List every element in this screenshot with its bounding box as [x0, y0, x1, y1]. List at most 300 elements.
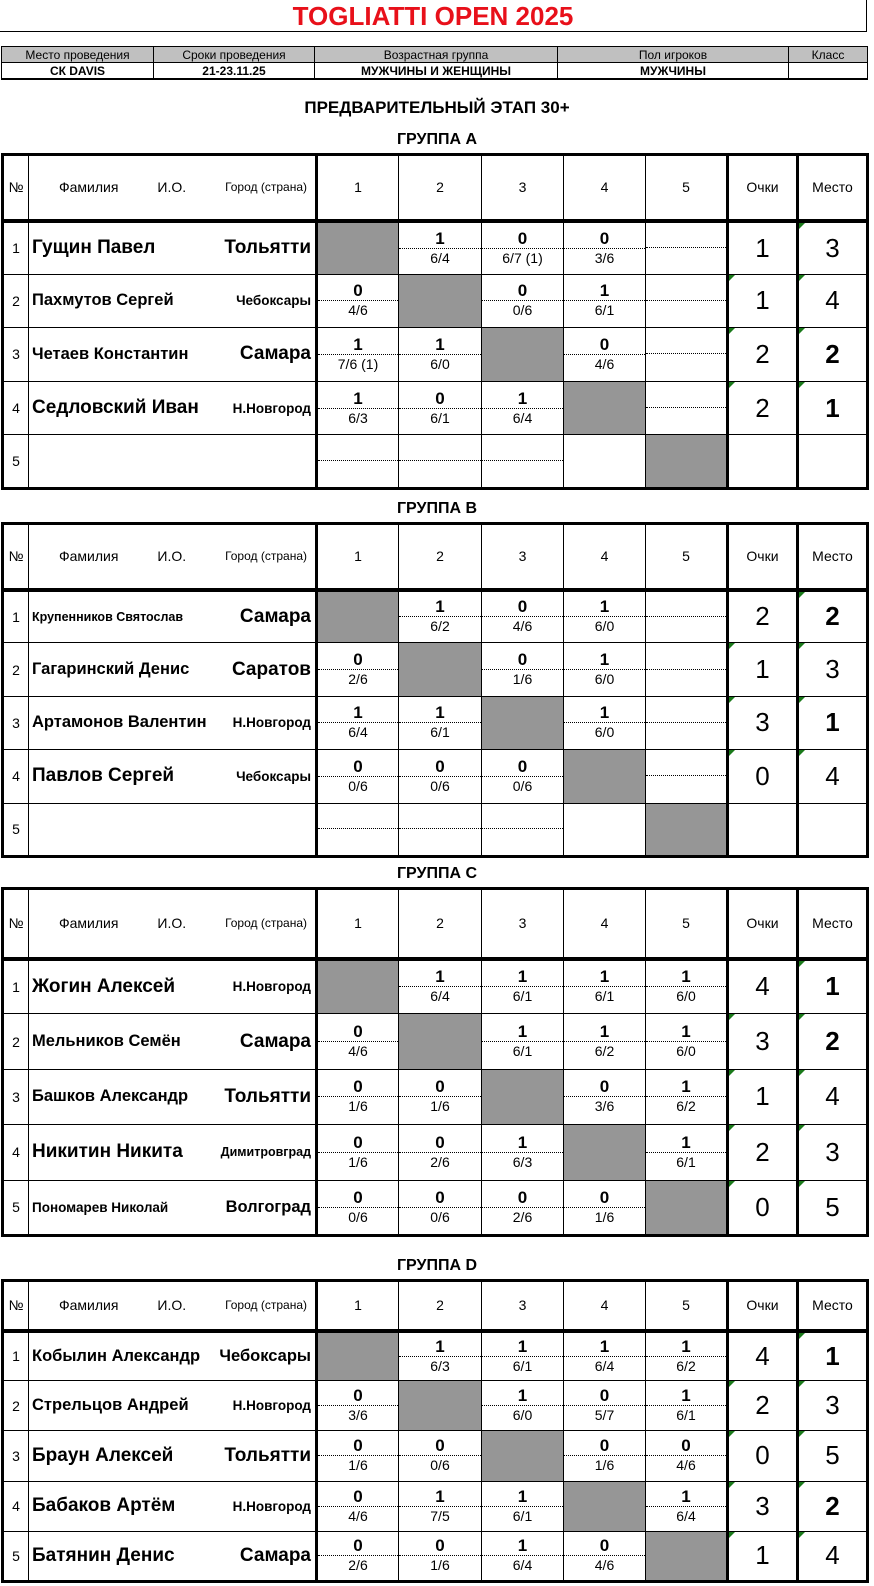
header-initials: И.О.: [157, 548, 187, 565]
player-points: 1: [728, 221, 798, 275]
match-score: 0/6: [430, 777, 450, 794]
player-row: [3, 1331, 868, 1381]
player-place: 1: [798, 696, 868, 749]
match-result-cell: [317, 750, 399, 803]
header-initials: И.О.: [157, 179, 187, 196]
player-name: Никитин Никита: [32, 1141, 183, 1163]
match-score: 4/6: [348, 1043, 368, 1060]
match-win: 1: [646, 1078, 726, 1097]
player-place: 1: [798, 381, 868, 435]
match-win: 1: [482, 968, 563, 987]
header-opponent-3: 3: [482, 524, 564, 590]
player-city: Саратов: [231, 658, 311, 680]
player-name: Крупенников Святослав: [32, 609, 184, 624]
player-cell: [29, 274, 317, 328]
match-score: 6/1: [594, 988, 615, 1005]
match-score: 1/6: [512, 671, 533, 688]
header-city: Город (страна): [225, 180, 307, 195]
header-num: №: [3, 1281, 29, 1331]
match-score: 4/6: [594, 355, 615, 372]
player-num: 1: [3, 1331, 29, 1381]
match-score: 1/6: [348, 1457, 368, 1474]
match-win: 0: [482, 230, 563, 249]
match-result-cell: [317, 274, 399, 328]
match-result-cell: [564, 1014, 646, 1069]
match-result-cell: [564, 1531, 646, 1581]
match-result-cell: [646, 328, 728, 382]
player-place: 2: [798, 328, 868, 382]
match-win: 1: [482, 1387, 563, 1406]
match-win: 1: [399, 1338, 481, 1357]
match-result-cell: [646, 381, 728, 435]
match-win: 1: [399, 968, 481, 987]
match-score: 6/1: [512, 1357, 533, 1374]
match-result-cell: [564, 1381, 646, 1431]
header-initials: И.О.: [157, 915, 187, 932]
player-city: Чебоксары: [236, 768, 311, 784]
header-points: Очки: [728, 889, 798, 959]
match-score: 6/1: [512, 1507, 533, 1524]
header-surname: Фамилия: [59, 548, 119, 565]
header-points: Очки: [728, 155, 798, 221]
match-result-cell: [482, 435, 564, 489]
player-row: [3, 435, 868, 489]
match-result-cell: [646, 696, 728, 749]
match-result-cell: [482, 1381, 564, 1431]
info-value-row: [2, 63, 868, 80]
header-place: Место: [798, 889, 868, 959]
player-place: 2: [798, 1481, 868, 1531]
match-win: 1: [482, 1338, 563, 1357]
match-score: 0/6: [512, 777, 533, 794]
header-place: Место: [798, 524, 868, 590]
match-score: 4/6: [348, 302, 368, 319]
match-result-cell: [646, 1125, 728, 1180]
match-result-cell: [482, 959, 564, 1014]
match-score: 6/3: [512, 1153, 533, 1170]
match-score: 0/6: [348, 777, 368, 794]
match-win: 1: [318, 704, 398, 723]
player-name: Гагаринский Денис: [32, 660, 190, 679]
match-win: 0: [399, 1134, 481, 1153]
player-name: Кобылин Александр: [32, 1346, 201, 1365]
match-result-cell: [399, 750, 482, 803]
match-score: 6/0: [430, 355, 450, 372]
header-num: №: [3, 155, 29, 221]
match-result-cell: [564, 274, 646, 328]
stage-title: ПРЕДВАРИТЕЛЬНЫЙ ЭТАП 30+: [304, 98, 570, 117]
match-win: 1: [564, 651, 645, 670]
match-result-cell: [399, 221, 482, 275]
title-box: [0, 0, 867, 32]
info-header-row: [2, 47, 868, 63]
player-place: 2: [798, 590, 868, 643]
info-gender: МУЖЧИНЫ: [558, 63, 789, 80]
match-score: 6/1: [676, 1153, 696, 1170]
player-row: [3, 1180, 868, 1235]
match-score: 0/6: [430, 1208, 450, 1225]
match-win: 0: [564, 1437, 645, 1456]
self-match-cell: [646, 1180, 728, 1235]
match-score: 7/6 (1): [337, 355, 379, 372]
match-win: 1: [399, 704, 481, 723]
match-win: 0: [318, 1189, 398, 1208]
header-opponent-2: 2: [399, 889, 482, 959]
match-win: 0: [399, 758, 481, 777]
match-win: 0: [564, 1387, 645, 1406]
match-score: 4/6: [512, 618, 533, 635]
player-row: [3, 1014, 868, 1069]
match-result-cell: [317, 1431, 399, 1481]
group-title: ГРУППА C: [396, 865, 478, 882]
player-num: 5: [3, 1531, 29, 1581]
player-cell: [29, 696, 317, 749]
match-result-cell: [482, 1331, 564, 1381]
self-match-cell: [482, 1069, 564, 1124]
match-result-cell: [564, 590, 646, 643]
match-result-cell: [564, 1069, 646, 1124]
match-result-cell: [564, 435, 646, 489]
match-win: 1: [482, 1537, 563, 1556]
player-place: [798, 803, 868, 856]
self-match-cell: [564, 381, 646, 435]
player-city: Димитровград: [220, 1145, 311, 1160]
player-num: 2: [3, 643, 29, 696]
match-result-cell: [646, 1331, 728, 1381]
player-name: Пахмутов Сергей: [32, 291, 174, 310]
match-result-cell: [564, 1180, 646, 1235]
player-place: 4: [798, 750, 868, 803]
player-city: Самара: [239, 1030, 311, 1052]
match-win: 1: [399, 336, 481, 355]
match-win: 0: [482, 758, 563, 777]
match-result-cell: [482, 1531, 564, 1581]
header-surname: Фамилия: [59, 179, 119, 196]
player-num: 5: [3, 803, 29, 856]
group-header-row: [3, 524, 868, 590]
match-win: 0: [318, 1488, 398, 1507]
header-points: Очки: [728, 524, 798, 590]
match-result-cell: [399, 1331, 482, 1381]
player-points: 4: [728, 959, 798, 1014]
player-points: 1: [728, 274, 798, 328]
player-cell: [29, 590, 317, 643]
match-score: 6/4: [430, 249, 450, 266]
match-win: 0: [399, 390, 481, 409]
match-win: 0: [399, 1078, 481, 1097]
match-result-cell: [399, 1481, 482, 1531]
match-score: 3/6: [594, 1098, 615, 1115]
player-points: 2: [728, 1381, 798, 1431]
match-win: 1: [646, 1338, 726, 1357]
match-result-cell: [317, 643, 399, 696]
group-table: [1, 153, 869, 490]
group-title: ГРУППА А: [396, 131, 478, 148]
player-points: 2: [728, 328, 798, 382]
match-win: 1: [646, 968, 726, 987]
match-score: 3/6: [348, 1407, 368, 1424]
match-win: 1: [399, 1488, 481, 1507]
match-score: 6/0: [676, 988, 696, 1005]
header-opponent-1: 1: [317, 889, 399, 959]
match-win: 1: [318, 336, 398, 355]
match-win: 0: [482, 1189, 563, 1208]
player-num: 4: [3, 1481, 29, 1531]
player-cell: [29, 1381, 317, 1431]
match-score: 6/0: [594, 724, 615, 741]
header-opponent-1: 1: [317, 155, 399, 221]
header-player: [29, 1281, 317, 1331]
match-result-cell: [564, 1431, 646, 1481]
match-result-cell: [317, 1069, 399, 1124]
self-match-cell: [399, 1014, 482, 1069]
group-header-row: [3, 155, 868, 221]
match-result-cell: [646, 959, 728, 1014]
match-score: 6/1: [676, 1407, 696, 1424]
match-result-cell: [646, 221, 728, 275]
match-result-cell: [482, 643, 564, 696]
match-score: 0/6: [512, 302, 533, 319]
player-place: 4: [798, 1069, 868, 1124]
match-result-cell: [564, 803, 646, 856]
player-place: 1: [798, 959, 868, 1014]
player-name: Четаев Константин: [32, 344, 189, 363]
match-score: 6/1: [512, 988, 533, 1005]
match-win: 0: [318, 651, 398, 670]
match-score: [646, 354, 726, 355]
info-header-dates: Сроки проведения: [154, 47, 315, 63]
player-place: 3: [798, 1381, 868, 1431]
group-title: ГРУППА B: [396, 500, 478, 517]
match-win: 0: [564, 1537, 645, 1556]
match-result-cell: [317, 1014, 399, 1069]
player-cell: [29, 1331, 317, 1381]
self-match-cell: [317, 221, 399, 275]
player-points: 0: [728, 1180, 798, 1235]
match-win: 0: [646, 1437, 726, 1456]
match-score: 6/0: [594, 618, 615, 635]
player-cell: [29, 803, 317, 856]
match-score: 6/4: [594, 1357, 615, 1374]
player-cell: [29, 1069, 317, 1124]
player-row: [3, 1431, 868, 1481]
player-cell: [29, 959, 317, 1014]
player-points: 2: [728, 381, 798, 435]
player-name: Башков Александр: [32, 1087, 189, 1106]
header-player: [29, 155, 317, 221]
match-win: 1: [646, 1387, 726, 1406]
info-age-group: МУЖЧИНЫ И ЖЕНЩИНЫ: [315, 63, 558, 80]
match-score: 1/6: [430, 1098, 450, 1115]
match-score: [646, 301, 726, 302]
player-row: [3, 590, 868, 643]
player-points: [728, 803, 798, 856]
match-score: 6/4: [512, 1557, 533, 1574]
header-opponent-2: 2: [399, 155, 482, 221]
player-name: Артамонов Валентин: [32, 713, 207, 732]
player-place: 4: [798, 274, 868, 328]
player-city: Тольятти: [224, 1444, 311, 1466]
player-num: 1: [3, 590, 29, 643]
match-win: 1: [564, 282, 645, 301]
match-win: 0: [564, 1078, 645, 1097]
match-win: 0: [482, 282, 563, 301]
player-points: 1: [728, 1531, 798, 1581]
player-place: 3: [798, 221, 868, 275]
group-table: [1, 1279, 869, 1583]
player-name: Браун Алексей: [32, 1444, 174, 1466]
match-score: 1/6: [430, 1557, 450, 1574]
self-match-cell: [482, 328, 564, 382]
player-city: Н.Новгород: [232, 400, 311, 416]
player-place: 5: [798, 1431, 868, 1481]
player-row: [3, 1531, 868, 1581]
self-match-cell: [317, 959, 399, 1014]
player-cell: [29, 1481, 317, 1531]
match-result-cell: [399, 1125, 482, 1180]
header-num: №: [3, 524, 29, 590]
match-win: 1: [646, 1488, 726, 1507]
match-result-cell: [564, 328, 646, 382]
header-surname: Фамилия: [59, 915, 119, 932]
self-match-cell: [564, 1481, 646, 1531]
match-win: 1: [564, 1023, 645, 1042]
match-win: 1: [646, 1023, 726, 1042]
player-num: 4: [3, 750, 29, 803]
header-opponent-5: 5: [646, 524, 728, 590]
match-result-cell: [317, 381, 399, 435]
match-score: [646, 776, 726, 777]
match-win: 0: [482, 651, 563, 670]
match-result-cell: [399, 1069, 482, 1124]
match-score: 1/6: [348, 1098, 368, 1115]
match-result-cell: [317, 1481, 399, 1531]
match-score: 6/1: [430, 409, 450, 426]
player-num: 2: [3, 1381, 29, 1431]
player-place: 3: [798, 1125, 868, 1180]
player-points: 1: [728, 643, 798, 696]
match-win: 0: [318, 758, 398, 777]
self-match-cell: [482, 696, 564, 749]
match-score: 2/6: [348, 1557, 368, 1574]
player-row: [3, 959, 868, 1014]
player-row: [3, 803, 868, 856]
header-initials: И.О.: [157, 1297, 187, 1314]
player-name: Павлов Сергей: [32, 765, 175, 787]
match-result-cell: [646, 1014, 728, 1069]
player-cell: [29, 381, 317, 435]
match-score: 6/4: [512, 409, 533, 426]
player-city: Самара: [239, 605, 311, 627]
player-city: Волгоград: [225, 1197, 311, 1216]
match-result-cell: [317, 435, 399, 489]
match-win: 1: [564, 968, 645, 987]
self-match-cell: [564, 1125, 646, 1180]
match-score: [399, 461, 481, 462]
header-points: Очки: [728, 1281, 798, 1331]
player-cell: [29, 328, 317, 382]
player-num: 3: [3, 328, 29, 382]
match-win: 1: [399, 230, 481, 249]
group-table: [1, 522, 869, 858]
match-score: 6/4: [430, 988, 450, 1005]
tournament-info-table: [1, 46, 868, 80]
match-score: [482, 829, 563, 830]
player-row: [3, 1069, 868, 1124]
self-match-cell: [399, 1381, 482, 1431]
match-score: 4/6: [676, 1457, 696, 1474]
match-score: [646, 723, 726, 724]
player-cell: [29, 1125, 317, 1180]
info-class: [789, 63, 868, 80]
match-win: 0: [318, 282, 398, 301]
self-match-cell: [564, 750, 646, 803]
match-score: [482, 461, 563, 462]
match-win: 1: [564, 1338, 645, 1357]
player-city: Тольятти: [224, 1085, 311, 1107]
player-name: Бабаков Артём: [32, 1495, 176, 1517]
player-cell: [29, 643, 317, 696]
match-result-cell: [317, 1531, 399, 1581]
player-num: 2: [3, 274, 29, 328]
self-match-cell: [399, 274, 482, 328]
player-points: 2: [728, 590, 798, 643]
match-result-cell: [482, 1481, 564, 1531]
player-place: 2: [798, 1014, 868, 1069]
match-win: 1: [482, 1134, 563, 1153]
info-venue: СК DAVIS: [2, 63, 154, 80]
match-win: 1: [482, 1488, 563, 1507]
info-dates: 21-23.11.25: [154, 63, 315, 80]
match-score: 6/3: [430, 1357, 450, 1374]
info-header-venue: Место проведения: [2, 47, 154, 63]
match-score: [564, 461, 645, 462]
match-win: 0: [318, 1078, 398, 1097]
player-name: Стрельцов Андрей: [32, 1396, 189, 1415]
self-match-cell: [317, 1331, 399, 1381]
match-score: [646, 617, 726, 618]
player-points: 3: [728, 1014, 798, 1069]
player-points: 0: [728, 1431, 798, 1481]
match-result-cell: [646, 1069, 728, 1124]
match-result-cell: [482, 590, 564, 643]
header-city: Город (страна): [225, 916, 307, 931]
player-row: [3, 381, 868, 435]
player-num: 3: [3, 696, 29, 749]
player-cell: [29, 435, 317, 489]
match-score: [318, 461, 398, 462]
match-score: 4/6: [348, 1507, 368, 1524]
player-points: 1: [728, 1069, 798, 1124]
player-num: 1: [3, 959, 29, 1014]
player-points: [728, 435, 798, 489]
match-result-cell: [564, 221, 646, 275]
match-result-cell: [564, 959, 646, 1014]
self-match-cell: [646, 435, 728, 489]
match-win: 0: [564, 1189, 645, 1208]
match-score: 6/1: [594, 302, 615, 319]
match-win: 1: [399, 598, 481, 617]
player-name: Жогин Алексей: [32, 975, 176, 997]
match-score: [646, 670, 726, 671]
match-result-cell: [482, 1125, 564, 1180]
header-opponent-5: 5: [646, 889, 728, 959]
match-result-cell: [317, 1125, 399, 1180]
player-city: Н.Новгород: [232, 1498, 311, 1514]
player-city: Тольятти: [224, 237, 311, 259]
match-win: 1: [318, 390, 398, 409]
player-city: Чебоксары: [219, 1346, 311, 1365]
